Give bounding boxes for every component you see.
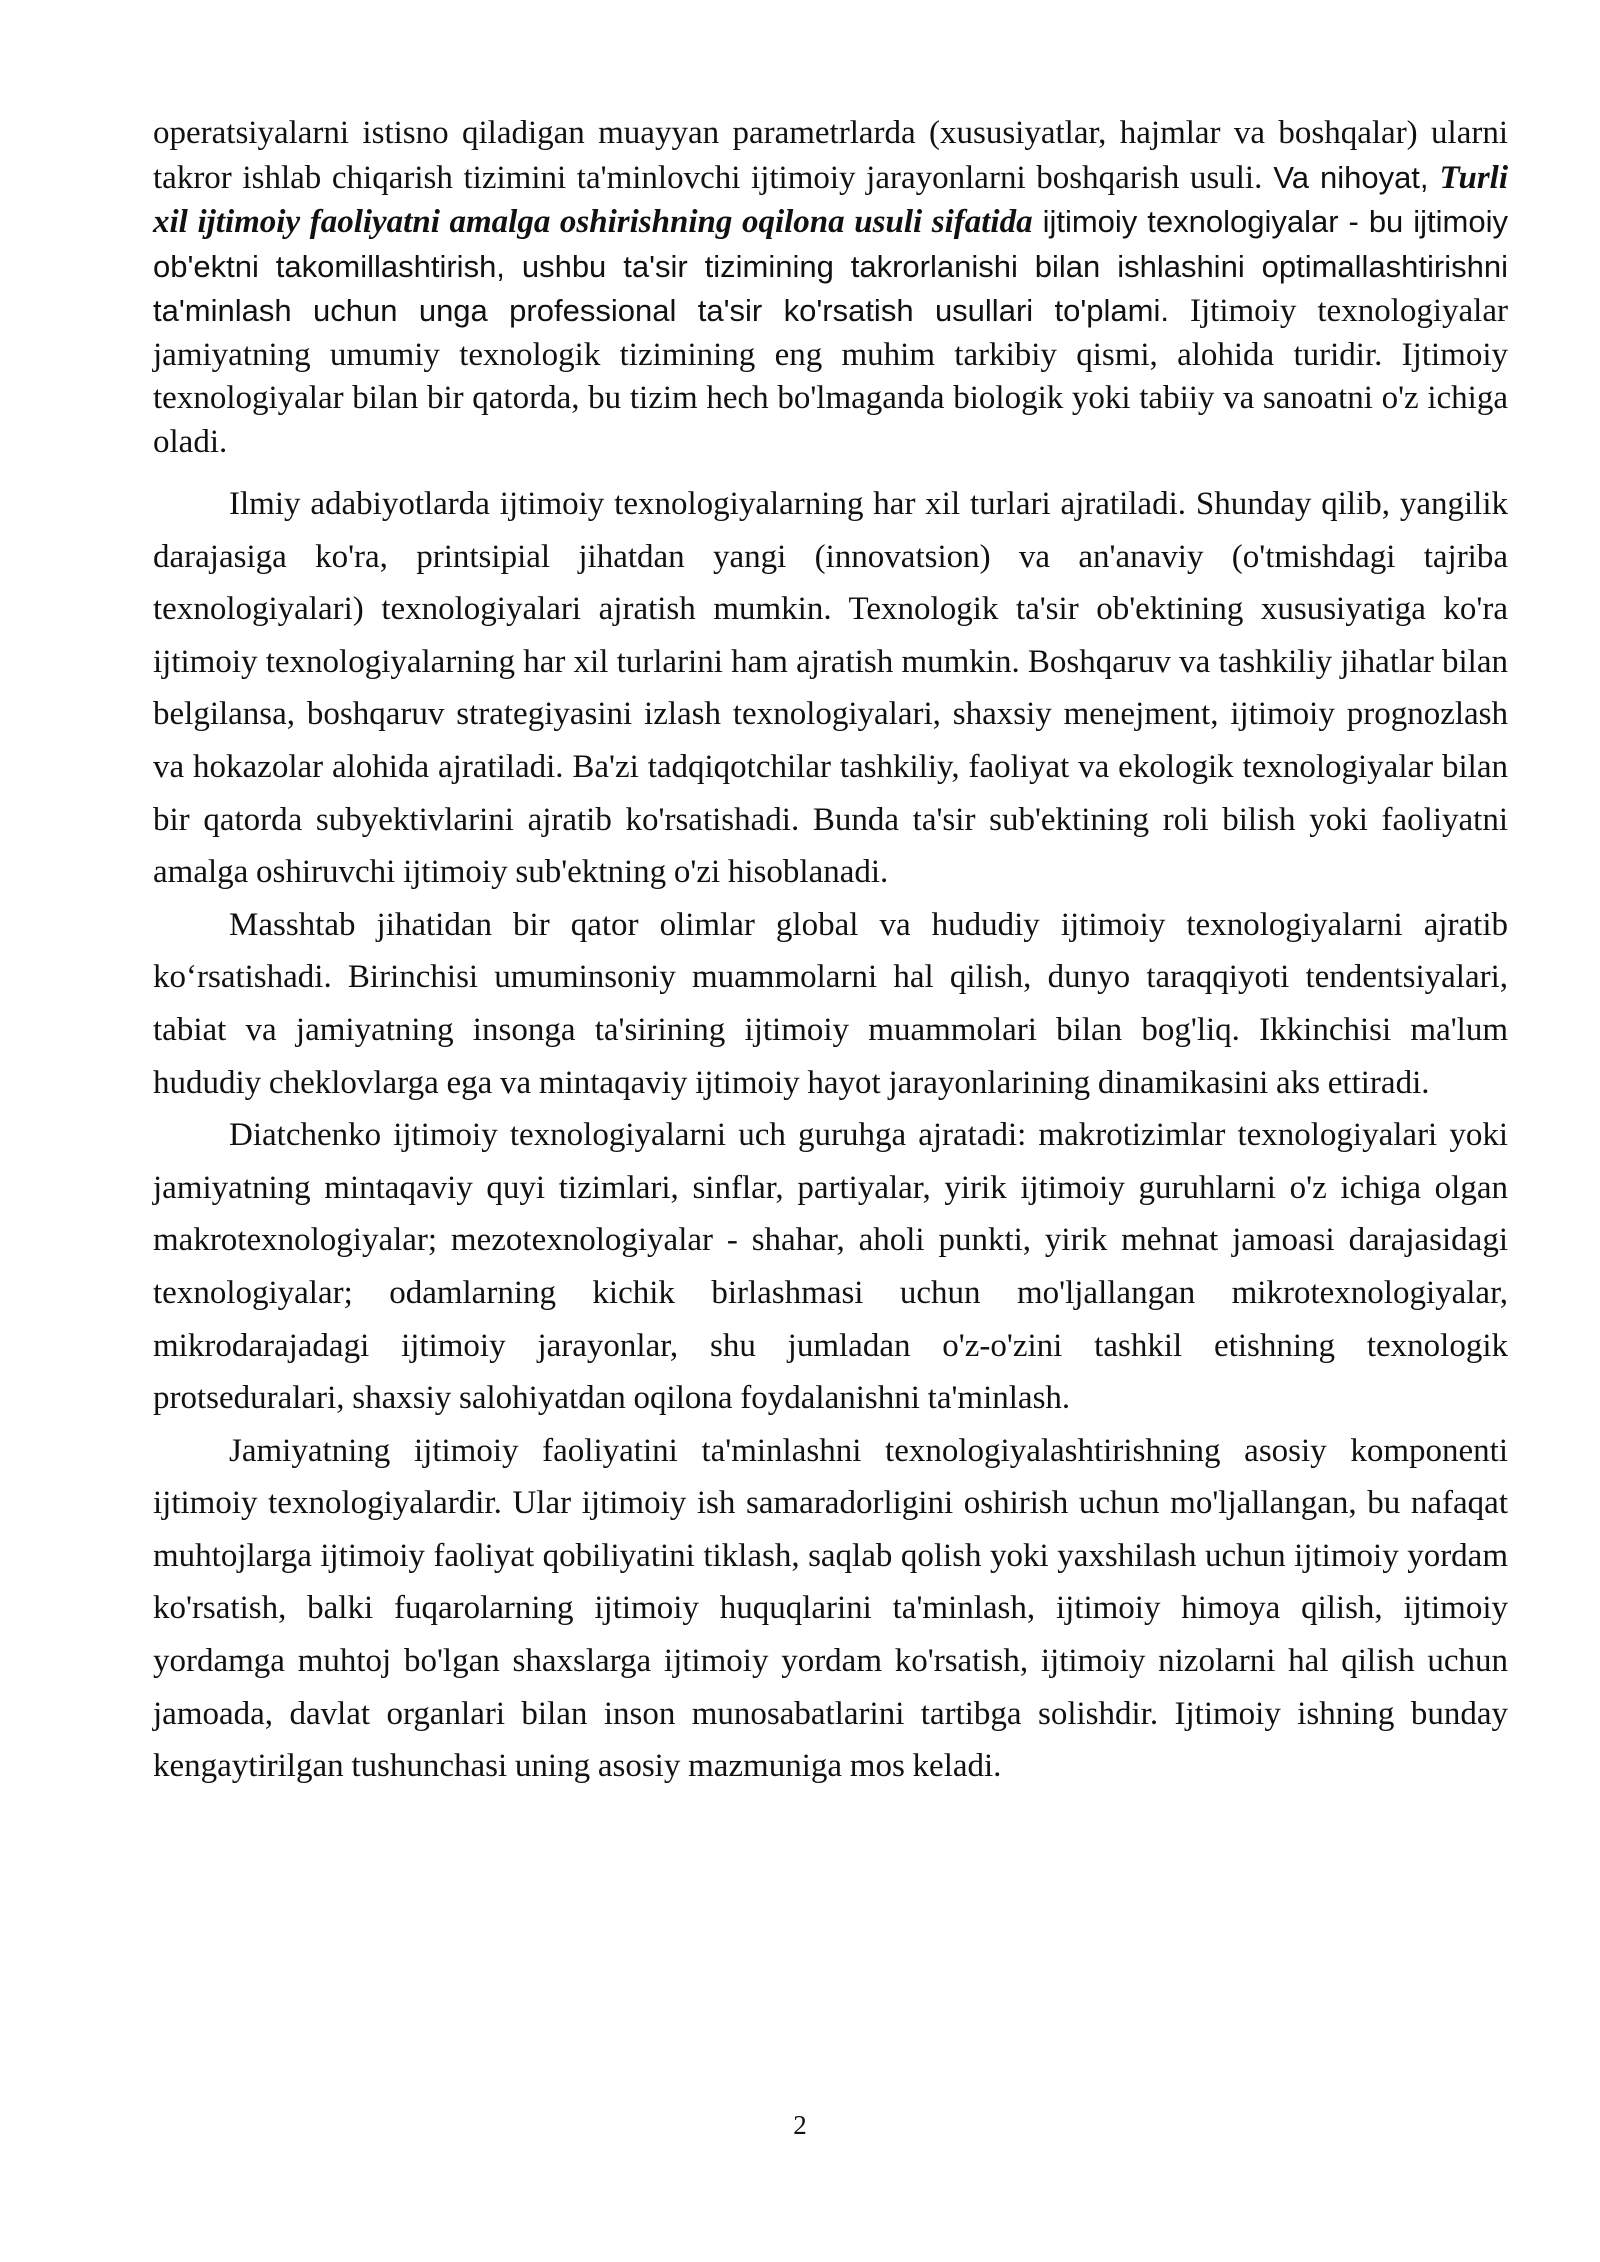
paragraph-1-text-a: operatsiyalarni istisno qiladigan muayyan parametrlarda (xususiyatlar, hajmlar va boshqalar) ularni takror ishlab chiqarish tizimini ta'minlovchi ijtimoiy jarayonlarni boshqarish usuli.: [153, 115, 1508, 196]
paragraph-1-emphasis: Turli xil ijtimoiy faoliyatni amalga oshirishning oqilona usuli sifatida: [153, 159, 1509, 240]
paragraph-1-text-d: Ijtimoiy texnologiyalar jamiyatning umumiy texnologik tizimining eng muhim tarkibiy qismi, alohida turidir. Ijtimoiy texnologiyalar bilan bir qatorda, bu tizim hech bo'lmaganda biologik yoki tabiiy va sanoatni o'z ichiga oladi.: [153, 293, 1508, 460]
paragraph-1: [153, 112, 1508, 464]
paragraph-2: Ilmiy adabiyotlarda ijtimoiy texnologiyalarning har xil turlari ajratiladi. Shunday qilib, yangilik darajasiga ko'ra, printsipial jihatdan yangi (innovatsion) va an'anaviy (o'tmishdagi tajriba texnologiyalari) texnologiyalari ajratish mumkin. Texnologik ta'sir ob'ektining xususiyatiga ko'ra ijtimoiy texnologiyalarning har xil turlarini ham ajratish mumkin. Boshqaruv va tashkiliy jihatlar bilan belgilansa, boshqaruv strategiyasini izlash texnologiyalari, shaxsiy menejment, ijtimoiy prognozlash va hokazolar alohida ajratiladi. Ba'zi tadqiqotchilar tashkiliy, faoliyat va ekologik texnologiyalar bilan bir qatorda subyektivlarini ajratib ko'rsatishadi. Bunda ta'sir sub'ektining roli bilish yoki faoliyatni amalga oshiruvchi ijtimoiy sub'ektning o'zi hisoblanadi.: [153, 486, 1508, 891]
paragraph-5: Jamiyatning ijtimoiy faoliyatini ta'minlashni texnologiyalashtirishning asosiy komponenti ijtimoiy texnologiyalardir. Ular ijtimoiy ish samaradorligini oshirish uchun mo'ljallangan, bu nafaqat muhtojlarga ijtimoiy faoliyat qobiliyatini tiklash, saqlab qolish yoki yaxshilash uchun ijtimoiy yordam ko'rsatish, balki fuqarolarning ijtimoiy huquqlarini ta'minlash, ijtimoiy himoya qilish, ijtimoiy yordamga muhtoj bo'lgan shaxslarga ijtimoiy yordam ko'rsatish, ijtimoiy nizolarni hal qilish uchun jamoada, davlat organlari bilan inson munosabatlarini tartibga solishdir. Ijtimoiy ishning bunday kengaytirilgan tushunchasi uning asosiy mazmuniga mos keladi.: [153, 1432, 1508, 1785]
paragraph-1-text-b: Va nihoyat,: [1262, 159, 1440, 195]
paragraph-3: Masshtab jihatidan bir qator olimlar global va hududiy ijtimoiy texnologiyalarni ajratib ko‘rsatishadi. Birinchisi umuminsoniy muammolarni hal qilish, dunyo taraqqiyoti tendentsiyalari, tabiat va jamiyatning insonga ta'sirining ijtimoiy muammolari bilan bog'liq. Ikkinchisi ma'lum hududiy cheklovlarga ega va mintaqaviy ijtimoiy hayot jarayonlarining dinamikasini aks ettiradi.: [153, 906, 1508, 1101]
page-number: 2: [793, 2110, 807, 2140]
paragraph-1-text-c: ijtimoiy texnologiyalar - bu ijtimoiy ob'ektni takomillashtirish, ushbu ta'sir tizimining takrorlanishi bilan ishlashini optimallashtirishni ta'minlash uchun unga professional ta'sir ko'rsatish usullari to'plami.: [153, 204, 1508, 328]
paragraph-4: Diatchenko ijtimoiy texnologiyalarni uch guruhga ajratadi: makrotizimlar texnologiyalari yoki jamiyatning mintaqaviy quyi tizimlari, sinflar, partiyalar, yirik ijtimoiy guruhlarni o'z ichiga olgan makrotexnologiyalar; mezotexnologiyalar - shahar, aholi punkti, yirik mehnat jamoasi darajasidagi texnologiyalar; odamlarning kichik birlashmasi uchun mo'ljallangan mikrotexnologiyalar, mikrodarajadagi ijtimoiy jarayonlar, shu jumladan o'z-o'zini tashkil etishning texnologik protseduralari, shaxsiy salohiyatdan oqilona foydalanishni ta'minlash.: [153, 1117, 1508, 1417]
document-page: [153, 112, 1508, 1793]
